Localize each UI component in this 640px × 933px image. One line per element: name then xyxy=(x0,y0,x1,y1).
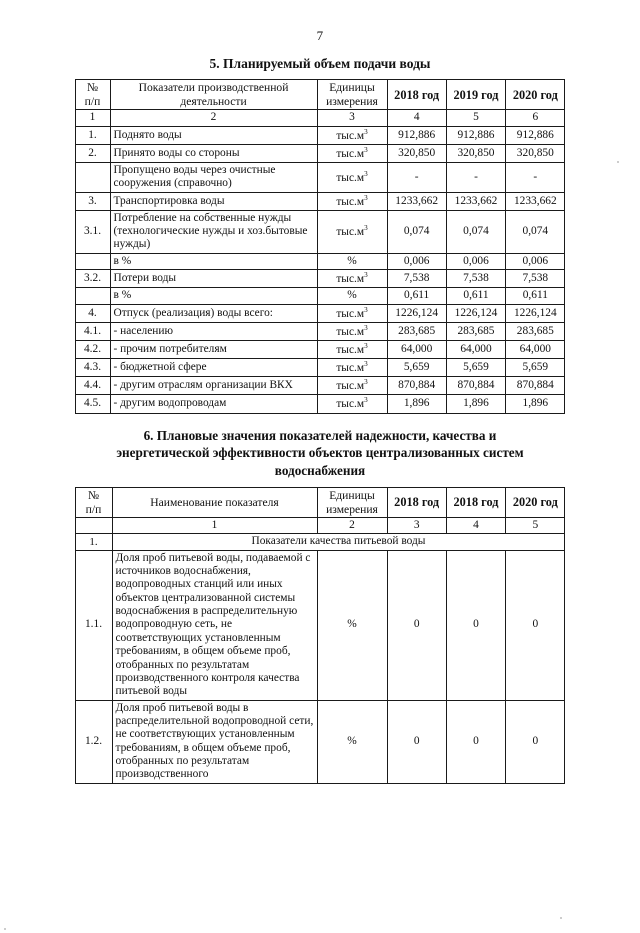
unit-superscript: 3 xyxy=(364,360,368,369)
column-number: 2 xyxy=(317,518,387,534)
page-number: 7 xyxy=(316,28,324,43)
row-value-col-5: 0 xyxy=(506,700,565,783)
row-value-year-1: 7,538 xyxy=(387,270,446,288)
header-indicator-line2: деятельности xyxy=(180,94,247,108)
row-index: 1. xyxy=(75,126,110,144)
row-index: 4.2. xyxy=(75,340,110,358)
row-label: Поднято воды xyxy=(110,126,317,144)
row-value-year-2: 0,611 xyxy=(446,288,505,304)
row-value-year-3: 1226,124 xyxy=(506,304,565,322)
row-value-year-2: 1233,662 xyxy=(446,192,505,210)
row-unit xyxy=(317,377,387,395)
row-value-year-1: 0,006 xyxy=(387,253,446,269)
row-unit xyxy=(317,253,387,269)
table-row xyxy=(75,253,565,269)
unit-superscript: 3 xyxy=(364,341,368,350)
unit-base: тыс.м xyxy=(336,147,365,160)
scan-artifact xyxy=(4,928,6,930)
row-unit xyxy=(317,126,387,144)
row-value-col-3: 0 xyxy=(387,700,446,783)
row-value-year-3: 0,611 xyxy=(506,288,565,304)
header-indicator-line1: Показатели производственной xyxy=(138,81,289,95)
row-unit xyxy=(317,340,387,358)
unit-base: тыс.м xyxy=(336,272,365,285)
unit-superscript: 3 xyxy=(364,169,368,178)
row-index xyxy=(75,162,110,192)
row-unit xyxy=(317,192,387,210)
column-number: 1 xyxy=(112,518,317,534)
section-6-title-line2: энергетической эффективности объектов централизованных систем xyxy=(116,445,524,461)
table-row xyxy=(75,288,565,304)
row-unit xyxy=(317,359,387,377)
reliability-indicators-table xyxy=(75,487,566,784)
unit-base: тыс.м xyxy=(336,129,365,142)
header-year-2018: 2018 год xyxy=(387,80,446,110)
table-row xyxy=(75,270,565,288)
row-value-year-2: 64,000 xyxy=(446,340,505,358)
row-value-col-4: 0 xyxy=(446,550,505,700)
table-row xyxy=(75,126,565,144)
row-label: Потребление на собственные нужды (технологические нужды и хоз.бытовые нужды) xyxy=(110,210,317,253)
column-number: 4 xyxy=(387,110,446,126)
row-value-col-5: 0 xyxy=(506,550,565,700)
row-value-year-1: 912,886 xyxy=(387,126,446,144)
unit-superscript: 3 xyxy=(364,193,368,202)
row-index: 4.3. xyxy=(75,359,110,377)
column-number: 2 xyxy=(110,110,317,126)
unit-superscript: 3 xyxy=(364,323,368,332)
table-group-row xyxy=(75,534,565,550)
row-label: Потери воды xyxy=(110,270,317,288)
row-value-year-1: 870,884 xyxy=(387,377,446,395)
row-unit: % xyxy=(317,550,387,700)
table-header-row xyxy=(75,487,565,517)
header-year-2020: 2020 год xyxy=(506,80,565,110)
row-value-year-1: 283,685 xyxy=(387,322,446,340)
row-value-year-1: 1,896 xyxy=(387,395,446,413)
header-number-line2: п/п xyxy=(85,502,102,516)
row-value-year-3: 1,896 xyxy=(506,395,565,413)
column-number: 3 xyxy=(317,110,387,126)
row-value-year-3: 0,074 xyxy=(506,210,565,253)
unit-superscript: 3 xyxy=(364,127,368,136)
group-row-index: 1. xyxy=(75,534,112,550)
table-column-numbering-row xyxy=(75,110,565,126)
scan-artifact xyxy=(617,161,619,163)
table-row xyxy=(75,162,565,192)
row-value-year-2: 1226,124 xyxy=(446,304,505,322)
row-value-year-3: 870,884 xyxy=(506,377,565,395)
header-unit-line1: Единицы xyxy=(329,488,375,502)
row-value-year-3: 7,538 xyxy=(506,270,565,288)
row-index: 1.1. xyxy=(75,550,112,700)
row-value-year-1: - xyxy=(387,162,446,192)
row-label: - прочим потребителям xyxy=(110,340,317,358)
row-value-year-2: 283,685 xyxy=(446,322,505,340)
row-value-year-1: 0,611 xyxy=(387,288,446,304)
unit-superscript: 3 xyxy=(364,224,368,233)
row-index: 3. xyxy=(75,192,110,210)
row-unit xyxy=(317,144,387,162)
header-unit-line2: измерения xyxy=(326,502,378,516)
row-label: - другим отраслям организации ВКХ xyxy=(110,377,317,395)
table-column-numbering-row xyxy=(75,518,565,534)
table-header-row xyxy=(75,80,565,110)
row-value-col-3: 0 xyxy=(387,550,446,700)
row-value-year-3: 1233,662 xyxy=(506,192,565,210)
group-row-title: Показатели качества питьевой воды xyxy=(112,534,565,550)
row-value-year-2: - xyxy=(446,162,505,192)
header-number-cell xyxy=(75,487,112,517)
table-row xyxy=(75,304,565,322)
unit-superscript: 3 xyxy=(364,378,368,387)
unit-base: тыс.м xyxy=(336,398,365,411)
row-label: Доля проб питьевой воды в распределительной водопроводной сети, не соответствующих установленным требованиям, в общем объеме проб, отобранных по результатам производственного xyxy=(112,700,317,783)
row-index: 4.4. xyxy=(75,377,110,395)
row-label: в % xyxy=(110,253,317,269)
row-value-year-1: 0,074 xyxy=(387,210,446,253)
row-value-year-1: 1233,662 xyxy=(387,192,446,210)
table-row xyxy=(75,192,565,210)
unit-base: тыс.м xyxy=(336,226,365,239)
row-value-year-3: 283,685 xyxy=(506,322,565,340)
row-index: 3.2. xyxy=(75,270,110,288)
row-index: 1.2. xyxy=(75,700,112,783)
row-index xyxy=(75,253,110,269)
row-index: 4. xyxy=(75,304,110,322)
row-index: 4.1. xyxy=(75,322,110,340)
row-unit xyxy=(317,210,387,253)
row-value-year-1: 5,659 xyxy=(387,359,446,377)
row-value-year-1: 1226,124 xyxy=(387,304,446,322)
row-value-year-1: 320,850 xyxy=(387,144,446,162)
header-number-cell xyxy=(75,80,110,110)
document-page xyxy=(0,28,640,933)
row-value-year-2: 870,884 xyxy=(446,377,505,395)
column-number: 6 xyxy=(506,110,565,126)
section-6-title xyxy=(80,427,560,480)
header-year-col4: 2018 год xyxy=(446,487,505,517)
table-row xyxy=(75,210,565,253)
unit-base: тыс.м xyxy=(336,325,365,338)
unit-base: тыс.м xyxy=(336,361,365,374)
row-value-year-2: 7,538 xyxy=(446,270,505,288)
row-value-year-2: 1,896 xyxy=(446,395,505,413)
row-label: Отпуск (реализация) воды всего: xyxy=(110,304,317,322)
header-unit-line2: измерения xyxy=(326,94,378,108)
row-value-year-3: 912,886 xyxy=(506,126,565,144)
section-5-title: 5. Планируемый объем подачи воды xyxy=(209,56,431,71)
row-label: Пропущено воды через очистные сооружения (справочно) xyxy=(110,162,317,192)
table-row xyxy=(75,340,565,358)
row-value-year-3: - xyxy=(506,162,565,192)
row-value-year-1: 64,000 xyxy=(387,340,446,358)
row-value-year-3: 5,659 xyxy=(506,359,565,377)
row-value-year-3: 0,006 xyxy=(506,253,565,269)
row-label: - населению xyxy=(110,322,317,340)
header-indicator-name-cell: Наименование показателя xyxy=(112,487,317,517)
unit-superscript: 3 xyxy=(364,145,368,154)
planned-water-supply-table xyxy=(75,79,566,413)
unit-base: тыс.м xyxy=(336,343,365,356)
header-number-line1: № xyxy=(86,81,99,95)
header-year-col3: 2018 год xyxy=(387,487,446,517)
column-number: 3 xyxy=(387,518,446,534)
row-label: - другим водопроводам xyxy=(110,395,317,413)
unit-superscript: 3 xyxy=(364,396,368,405)
unit-base: тыс.м xyxy=(336,195,365,208)
header-unit-line1: Единицы xyxy=(329,81,375,95)
table-row xyxy=(75,322,565,340)
row-unit: % xyxy=(317,700,387,783)
row-label: Принято воды со стороны xyxy=(110,144,317,162)
row-label: в % xyxy=(110,288,317,304)
row-value-year-3: 320,850 xyxy=(506,144,565,162)
header-year-2019: 2019 год xyxy=(446,80,505,110)
row-unit xyxy=(317,270,387,288)
row-index: 3.1. xyxy=(75,210,110,253)
row-index: 2. xyxy=(75,144,110,162)
row-value-year-3: 64,000 xyxy=(506,340,565,358)
row-label: - бюджетной сфере xyxy=(110,359,317,377)
table-row xyxy=(75,550,565,700)
unit-superscript: 3 xyxy=(364,271,368,280)
header-number-line2: п/п xyxy=(84,94,101,108)
unit-superscript: 3 xyxy=(364,305,368,314)
row-value-year-2: 912,886 xyxy=(446,126,505,144)
unit-base: тыс.м xyxy=(336,307,365,320)
header-number-line1: № xyxy=(87,488,100,502)
unit-base: % xyxy=(347,289,357,302)
table-row xyxy=(75,395,565,413)
table-row xyxy=(75,144,565,162)
header-unit-cell xyxy=(317,80,387,110)
scan-artifact xyxy=(560,917,562,919)
unit-base: тыс.м xyxy=(336,171,365,184)
row-value-col-4: 0 xyxy=(446,700,505,783)
column-number: 5 xyxy=(446,110,505,126)
row-index xyxy=(75,288,110,304)
row-unit xyxy=(317,322,387,340)
section-6-title-line1: 6. Плановые значения показателей надежности, качества и xyxy=(143,427,497,443)
row-label: Доля проб питьевой воды, подаваемой с источников водоснабжения, водопроводных станций или иных объектов централизованной системы водоснабжения в распределительную водопроводную сеть, не соответствующих установленным требованиям, в общем объеме проб, отобранных по результатам производственного контроля качества питьевой воды xyxy=(112,550,317,700)
row-unit xyxy=(317,395,387,413)
table-row xyxy=(75,377,565,395)
table-row xyxy=(75,359,565,377)
header-unit-cell xyxy=(317,487,387,517)
row-unit xyxy=(317,162,387,192)
column-number: 4 xyxy=(446,518,505,534)
header-year-col5: 2020 год xyxy=(506,487,565,517)
row-value-year-2: 0,006 xyxy=(446,253,505,269)
row-index: 4.5. xyxy=(75,395,110,413)
column-number xyxy=(75,518,112,534)
row-value-year-2: 5,659 xyxy=(446,359,505,377)
unit-base: % xyxy=(347,254,357,267)
row-value-year-2: 320,850 xyxy=(446,144,505,162)
table-row xyxy=(75,700,565,783)
header-indicator-cell xyxy=(110,80,317,110)
unit-base: тыс.м xyxy=(336,380,365,393)
row-value-year-2: 0,074 xyxy=(446,210,505,253)
row-unit xyxy=(317,288,387,304)
column-number: 5 xyxy=(506,518,565,534)
section-6-title-line3: водоснабжения xyxy=(274,463,366,479)
row-label: Транспортировка воды xyxy=(110,192,317,210)
column-number: 1 xyxy=(75,110,110,126)
row-unit xyxy=(317,304,387,322)
